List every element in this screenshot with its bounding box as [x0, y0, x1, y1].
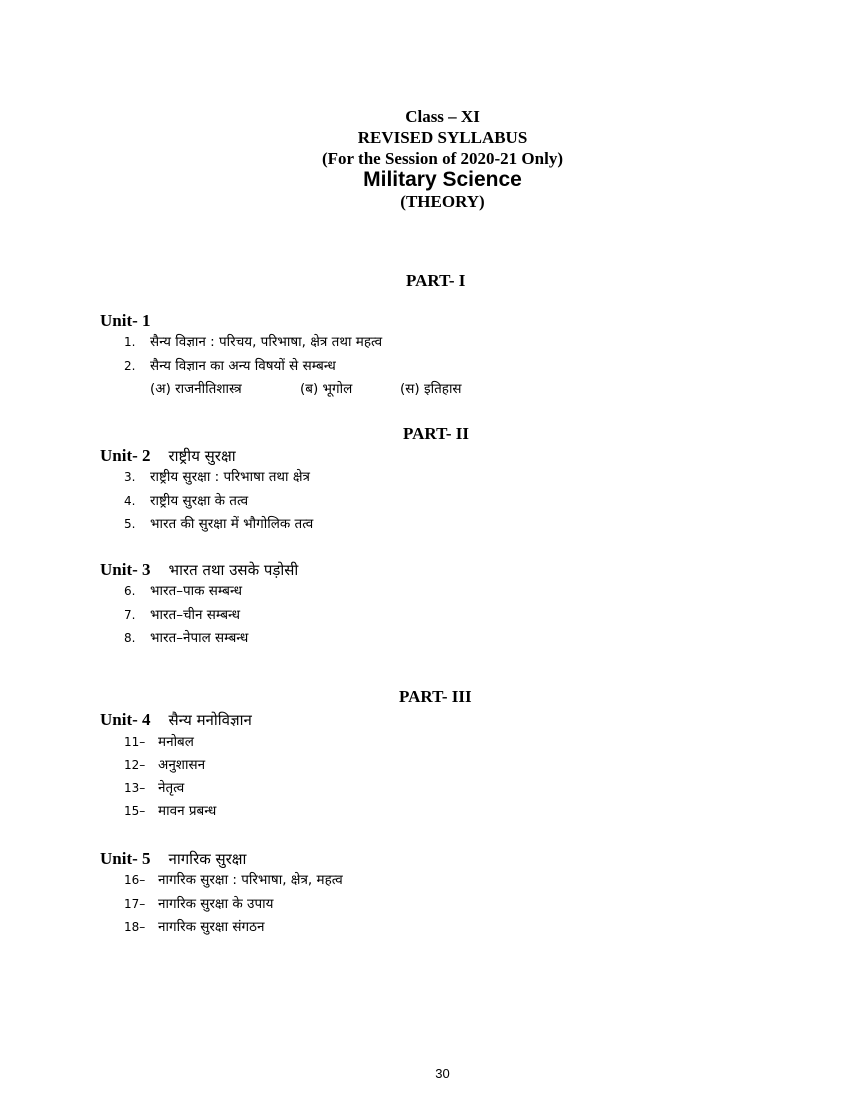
item-text: सैन्य विज्ञान का अन्य विषयों से सम्बन्ध — [150, 358, 336, 374]
item-text: भारत–चीन सम्बन्ध — [150, 607, 241, 623]
sub-item-row — [150, 379, 462, 397]
syllabus-item — [124, 917, 264, 935]
unit-label: Unit- 3 — [100, 560, 151, 579]
item-number: 6. — [124, 584, 136, 598]
item-number: 16– — [124, 873, 146, 887]
item-text: नागरिक सुरक्षा संगठन — [158, 919, 265, 935]
unit-title: सैन्य मनोविज्ञान — [168, 711, 252, 729]
page-number: 30 — [435, 1066, 450, 1081]
unit-label: Unit- 4 — [100, 710, 151, 729]
item-number: 3. — [124, 470, 136, 484]
item-text: भारत–पाक सम्बन्ध — [150, 583, 243, 599]
syllabus-item — [124, 581, 242, 599]
unit-heading — [100, 311, 169, 331]
revised-syllabus-title: REVISED SYLLABUS — [357, 128, 528, 147]
item-number: 17– — [124, 897, 146, 911]
item-number: 1. — [124, 335, 136, 349]
part-heading: PART- III — [399, 687, 472, 706]
unit-title: भारत तथा उसके पड़ोसी — [168, 561, 299, 579]
syllabus-item — [124, 332, 382, 350]
item-number: 2. — [124, 359, 136, 373]
syllabus-item — [124, 894, 273, 912]
item-text: भारत–नेपाल सम्बन्ध — [150, 630, 249, 646]
part-heading: PART- II — [403, 424, 469, 443]
syllabus-item — [124, 491, 248, 509]
syllabus-item — [124, 514, 313, 532]
sub-item: (स) इतिहास — [400, 381, 462, 397]
item-text: राष्ट्रीय सुरक्षा के तत्व — [150, 493, 249, 509]
item-text: नागरिक सुरक्षा के उपाय — [158, 896, 274, 912]
unit-label: Unit- 5 — [100, 849, 151, 868]
item-text: मावन प्रबन्ध — [158, 803, 217, 819]
syllabus-item — [124, 467, 310, 485]
syllabus-item — [124, 778, 184, 796]
item-text: सैन्य विज्ञान : परिचय, परिभाषा, क्षेत्र तथा महत्व — [150, 334, 383, 350]
syllabus-item — [124, 356, 336, 374]
unit-heading — [100, 446, 236, 466]
syllabus-item — [124, 732, 194, 750]
sub-item: (ब) भूगोल — [300, 381, 353, 397]
syllabus-item — [124, 628, 248, 646]
unit-title: नागरिक सुरक्षा — [168, 850, 247, 868]
item-number: 15– — [124, 804, 146, 818]
session-title: (For the Session of 2020-21 Only) — [322, 149, 563, 168]
item-text: मनोबल — [158, 734, 194, 750]
unit-heading — [100, 849, 246, 869]
item-text: नागरिक सुरक्षा : परिभाषा, क्षेत्र, महत्व — [158, 872, 343, 888]
unit-heading — [100, 710, 252, 730]
document-header — [0, 106, 850, 212]
part-heading: PART- I — [406, 271, 466, 290]
subject-title: Military Science — [363, 168, 522, 191]
item-number: 18– — [124, 920, 146, 934]
item-number: 7. — [124, 608, 136, 622]
item-number: 4. — [124, 494, 136, 508]
syllabus-item — [124, 605, 240, 623]
item-text: भारत की सुरक्षा में भौगोलिक तत्व — [150, 516, 314, 532]
item-number: 5. — [124, 517, 136, 531]
item-text: अनुशासन — [158, 757, 206, 773]
sub-item: (अ) राजनीतिशास्त्र — [150, 381, 242, 397]
unit-heading — [100, 560, 298, 580]
unit-label: Unit- 1 — [100, 311, 151, 330]
item-number: 8. — [124, 631, 136, 645]
item-text: नेतृत्व — [158, 780, 185, 796]
item-number: 12– — [124, 758, 146, 772]
item-number: 13– — [124, 781, 146, 795]
class-title: Class – XI — [405, 107, 480, 126]
unit-title: राष्ट्रीय सुरक्षा — [168, 447, 236, 465]
syllabus-item — [124, 755, 205, 773]
syllabus-item — [124, 801, 216, 819]
syllabus-item — [124, 870, 343, 888]
item-text: राष्ट्रीय सुरक्षा : परिभाषा तथा क्षेत्र — [150, 469, 310, 485]
item-number: 11– — [124, 735, 146, 749]
unit-label: Unit- 2 — [100, 446, 151, 465]
theory-title: (THEORY) — [400, 192, 485, 211]
